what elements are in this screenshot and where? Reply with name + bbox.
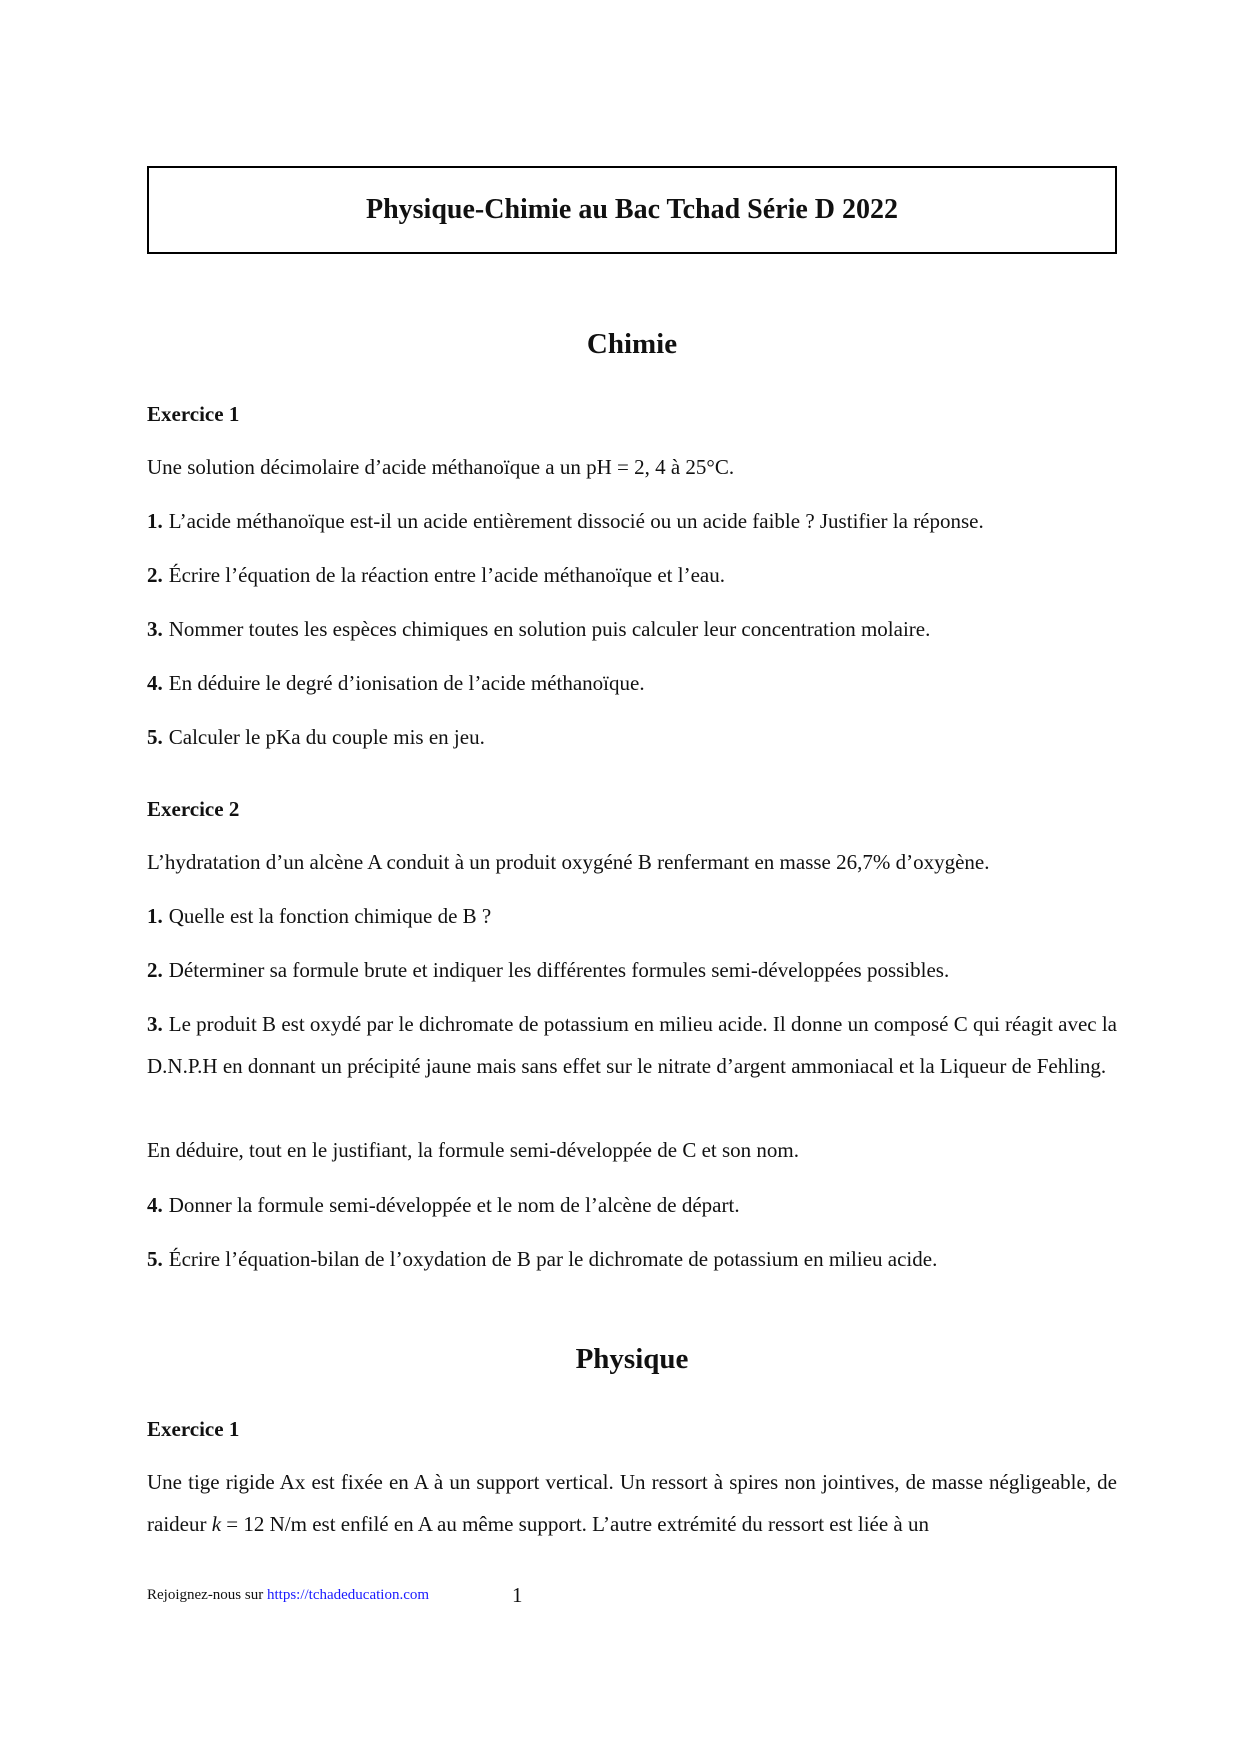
document-title: Physique-Chimie au Bac Tchad Série D 2022 bbox=[365, 194, 899, 225]
chimie-ex1-intro: Une solution décimolaire d’acide méthanoïque a un pH = 2, 4 à 25°C. bbox=[147, 455, 735, 479]
chimie-exercice-2-title: Exercice 2 bbox=[147, 797, 240, 821]
chimie-ex1-q3: 3. Nommer toutes les espèces chimiques en solution puis calculer leur concentration molaire. bbox=[147, 617, 931, 641]
page-number: 1 bbox=[512, 1583, 523, 1607]
section-title-physique: Physique bbox=[575, 1343, 689, 1375]
chimie-ex1-q1: 1. L’acide méthanoïque est-il un acide entièrement dissocié ou un acide faible ? Justifier la réponse. bbox=[147, 509, 984, 533]
footer-text: Rejoignez-nous sur bbox=[147, 1587, 267, 1603]
footer bbox=[147, 1587, 429, 1604]
spring-constant-symbol: k bbox=[211, 1512, 222, 1536]
chimie-ex2-q5: 5. Écrire l’équation-bilan de l’oxydation de B par le dichromate de potassium en milieu acide. bbox=[147, 1247, 938, 1271]
physique-exercice-1-title: Exercice 1 bbox=[147, 1417, 240, 1441]
chimie-ex1-q4: 4. En déduire le degré d’ionisation de l’acide méthanoïque. bbox=[147, 671, 645, 695]
chimie-ex2-q3-followup: En déduire, tout en le justifiant, la formule semi-développée de C et son nom. bbox=[147, 1138, 799, 1162]
physique-ex1-intro: Une tige rigide Ax est fixée en A à un support vertical. Un ressort à spires non jointives, de masse négligeable, de raideur k = 12 N/m est enfilé en A au même support. L’autre extrémité du ressort est liée à un bbox=[147, 1470, 1117, 1536]
section-title-chimie: Chimie bbox=[586, 328, 678, 360]
chimie-ex2-q4: 4. Donner la formule semi-développée et le nom de l’alcène de départ. bbox=[147, 1193, 740, 1217]
title-box bbox=[147, 166, 1117, 254]
chimie-ex2-q3: 3. Le produit B est oxydé par le dichromate de potassium en milieu acide. Il donne un composé C qui réagit avec la D.N.P.H en donnant un précipité jaune mais sans effet sur le nitrate d’argent ammoniacal et la Liqueur de Fehling. bbox=[147, 1012, 1117, 1078]
chimie-ex1-q2: 2. Écrire l’équation de la réaction entre l’acide méthanoïque et l’eau. bbox=[147, 563, 725, 587]
chimie-ex1-q5: 5. Calculer le pKa du couple mis en jeu. bbox=[147, 725, 485, 749]
chimie-ex2-q1: 1. Quelle est la fonction chimique de B ? bbox=[147, 904, 492, 928]
footer-link[interactable]: https://tchadeducation.com bbox=[266, 1587, 430, 1603]
chimie-ex2-intro: L’hydratation d’un alcène A conduit à un produit oxygéné B renfermant en masse 26,7% d’oxygène. bbox=[147, 850, 990, 874]
chimie-ex2-q2: 2. Déterminer sa formule brute et indiquer les différentes formules semi-développées possibles. bbox=[147, 958, 950, 982]
chimie-exercice-1-title: Exercice 1 bbox=[147, 402, 240, 426]
